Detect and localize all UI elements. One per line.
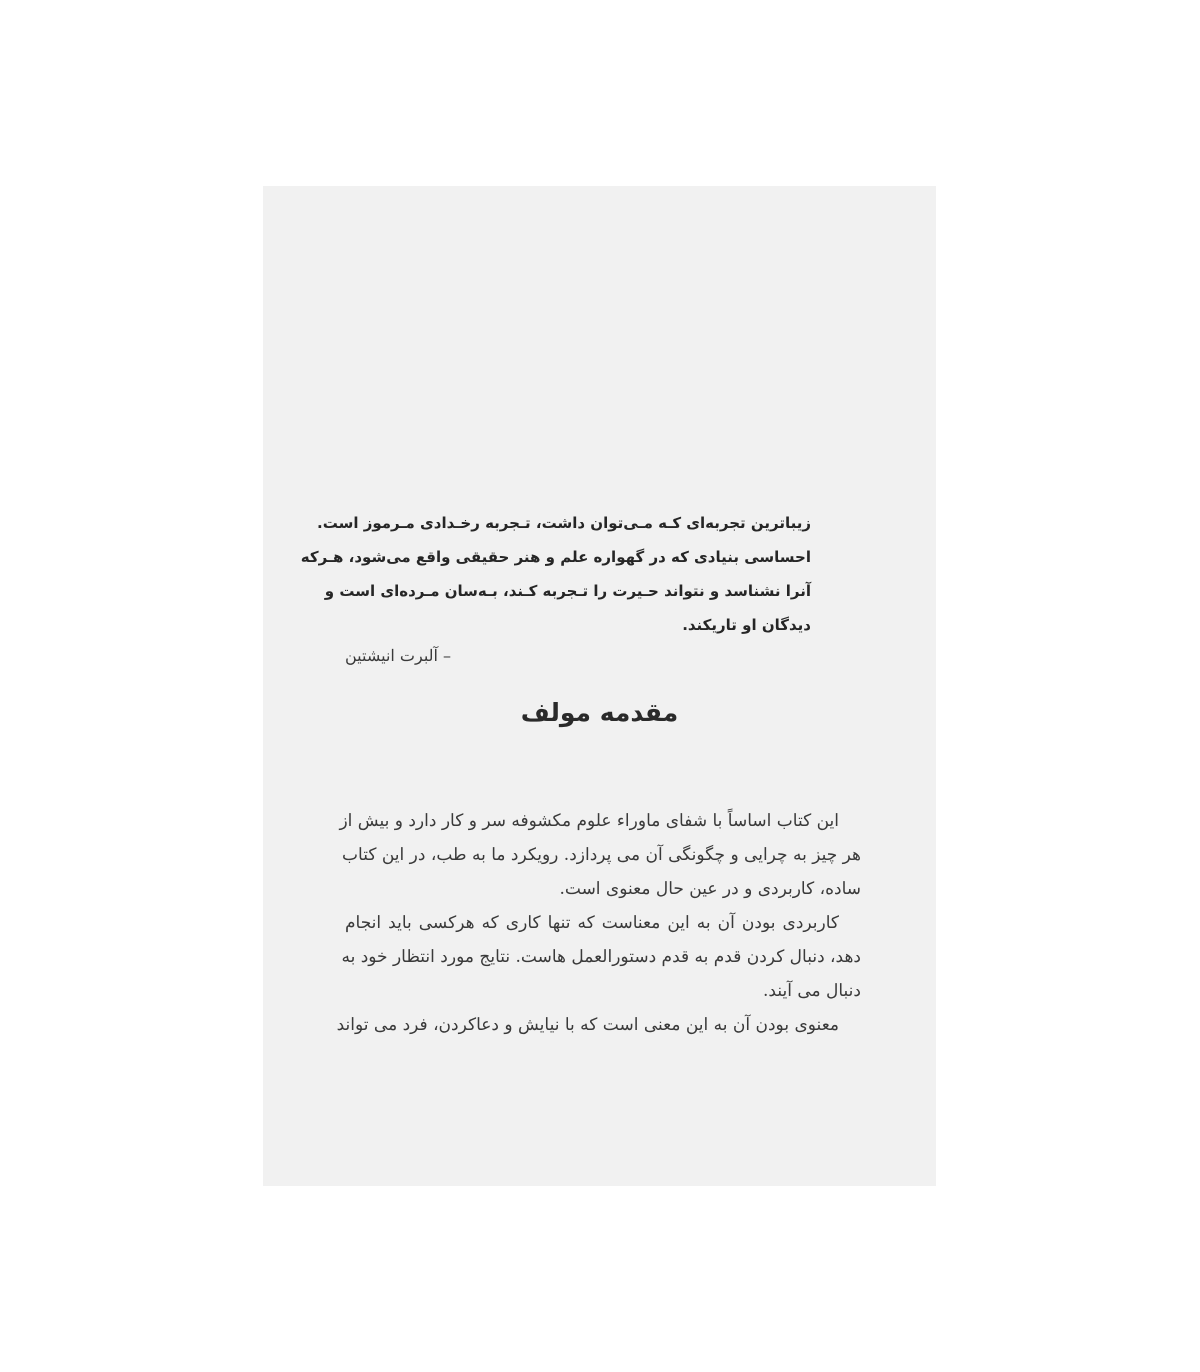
body-line: این کتاب اساساً با شفای ماوراء علوم مکشوفه سر و کار دارد و بیش از [339, 811, 839, 831]
epigraph-attribution: – آلبرت انیشتین [345, 646, 452, 665]
paragraph [339, 804, 861, 906]
body-line: دنبال می آیند. [763, 981, 861, 1001]
epigraph-line: دیدگان او تاریکند. [682, 616, 811, 634]
body-line: دهد، دنبال کردن قدم به قدم دستورالعمل هاست. نتایج مورد انتظار خود به [341, 947, 861, 967]
section-heading: مقدمه مولف [520, 698, 679, 727]
epigraph-line: زیباترین تجربه‌ای کـه مـی‌توان داشت، تـجربه رخـدادی مـرموز است. [317, 514, 811, 532]
epigraph-quote [300, 506, 811, 642]
paragraph [336, 1008, 861, 1042]
body-line: هر چیز به چرایی و چگونگی آن می پردازد. رویکرد ما به طب، در این کتاب [342, 845, 861, 865]
epigraph-line: احساسی بنیادی که در گهواره علم و هنر حقیقی واقع می‌شود، هـرکه [300, 548, 811, 566]
body-line: معنوی بودن آن به این معنی است که با نیایش و دعاکردن، فرد می تواند [336, 1015, 839, 1035]
paragraph [341, 906, 861, 1008]
body-text [336, 804, 861, 1042]
epigraph-line: آنرا نشناسد و نتواند حـیرت را تـجربه کـند، بـه‌سان مـرده‌ای است و [324, 582, 811, 600]
book-page [263, 186, 936, 1186]
body-line: ساده، کاربردی و در عین حال معنوی است. [559, 879, 861, 899]
body-line: کاربردی بودن آن به این معناست که تنها کاری که هرکسی باید انجام [345, 913, 839, 933]
